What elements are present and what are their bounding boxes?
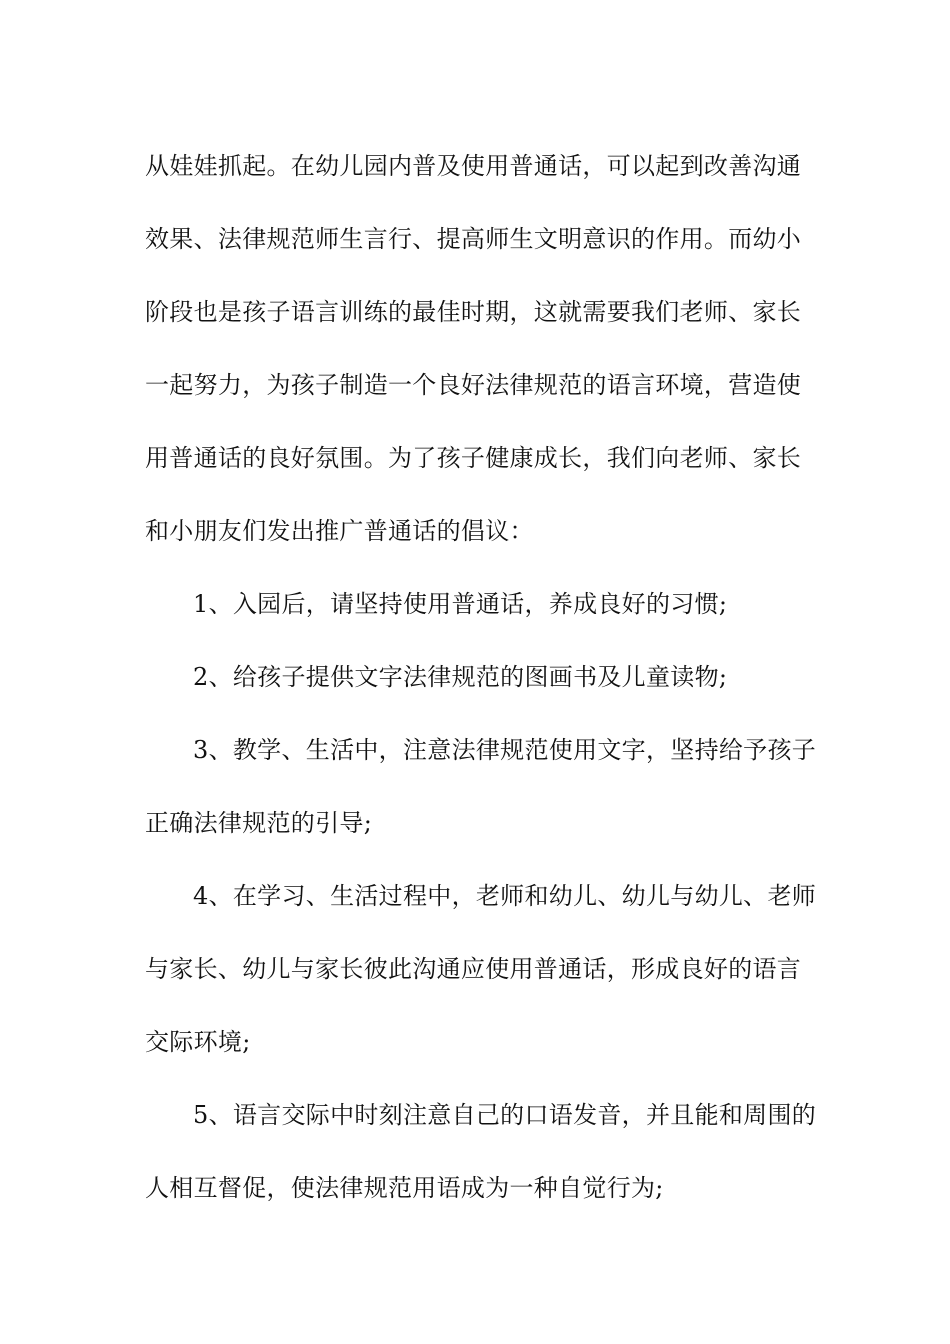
list-item-4-continuation: 交际环境;: [145, 1028, 251, 1056]
list-item-1: 1、入园后，请坚持使用普通话，养成良好的习惯;: [193, 590, 728, 618]
list-item-3: 3、教学、生活中，注意法律规范使用文字，坚持给予孩子: [193, 736, 817, 764]
paragraph-line: 用普通话的良好氛围。为了孩子健康成长，我们向老师、家长: [145, 444, 802, 472]
paragraph-line: 效果、法律规范师生言行、提高师生文明意识的作用。而幼小: [145, 225, 802, 253]
document-body: [145, 130, 815, 1225]
list-item-5: 5、语言交际中时刻注意自己的口语发音，并且能和周围的: [193, 1101, 817, 1129]
list-item-4: 4、在学习、生活过程中，老师和幼儿、幼儿与幼儿、老师: [193, 882, 817, 910]
paragraph-line: 阶段也是孩子语言训练的最佳时期，这就需要我们老师、家长: [145, 298, 802, 326]
list-item-4-continuation: 与家长、幼儿与家长彼此沟通应使用普通话，形成良好的语言: [145, 955, 802, 983]
list-item-3-continuation: 正确法律规范的引导;: [145, 809, 373, 837]
paragraph-line: 一起努力，为孩子制造一个良好法律规范的语言环境，营造使: [145, 371, 802, 399]
paragraph-line: 从娃娃抓起。在幼儿园内普及使用普通话，可以起到改善沟通: [145, 152, 802, 180]
paragraph-line: 和小朋友们发出推广普通话的倡议：: [145, 517, 534, 545]
list-item-5-continuation: 人相互督促，使法律规范用语成为一种自觉行为;: [145, 1174, 664, 1202]
list-item-2: 2、给孩子提供文字法律规范的图画书及儿童读物;: [193, 663, 728, 691]
